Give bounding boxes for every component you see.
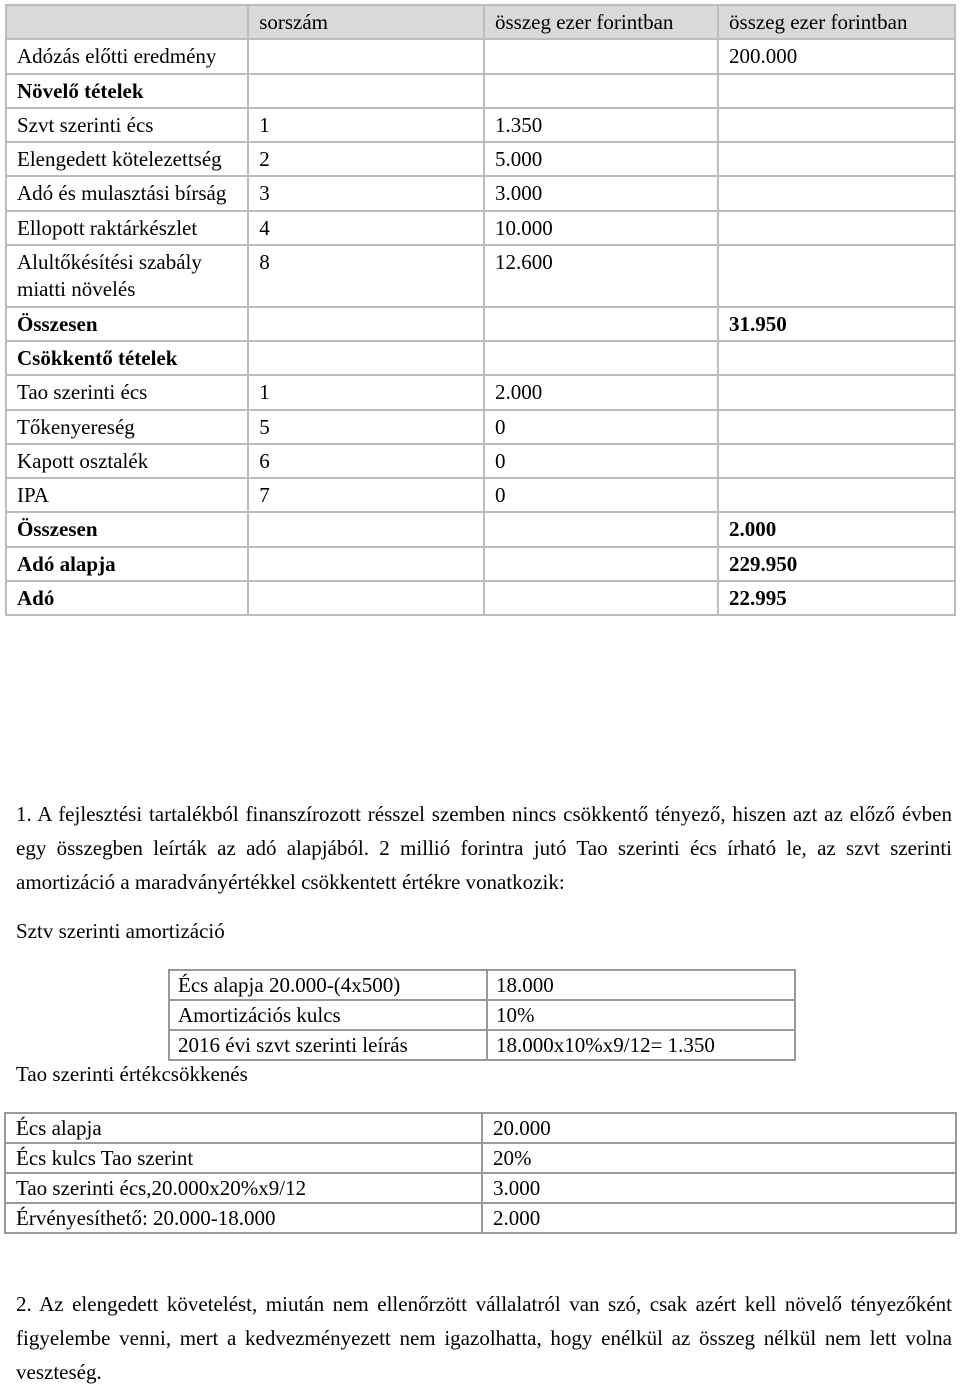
row-label: Érvényesíthető: 20.000-18.000 [5, 1203, 482, 1233]
row-label: Összesen [6, 512, 248, 546]
row-label: Adó alapja [6, 547, 248, 581]
row-label: Kapott osztalék [6, 444, 248, 478]
table-row [5, 1113, 956, 1143]
row-number: 6 [248, 444, 484, 478]
row-total [718, 375, 955, 409]
table-row [6, 375, 955, 409]
table-row [6, 142, 955, 176]
row-number [248, 547, 484, 581]
row-label: Tao szerinti écs [6, 375, 248, 409]
column-header: összeg ezer forintban [718, 5, 955, 39]
tax-base-table [5, 4, 956, 616]
row-label: Amortizációs kulcs [169, 1000, 487, 1030]
row-value: 20% [482, 1143, 956, 1173]
row-total [718, 478, 955, 512]
table-row [6, 410, 955, 444]
table-row [169, 1000, 795, 1030]
row-amount: 10.000 [484, 211, 718, 245]
row-number: 5 [248, 410, 484, 444]
table-row [6, 581, 955, 615]
row-label: Alultőkésítési szabály miatti növelés [6, 245, 248, 307]
row-number: 7 [248, 478, 484, 512]
row-total: 2.000 [718, 512, 955, 546]
row-amount: 0 [484, 444, 718, 478]
row-label: Adózás előtti eredmény [6, 39, 248, 73]
row-value: 20.000 [482, 1113, 956, 1143]
row-number [248, 512, 484, 546]
tao-depreciation-table [4, 1112, 957, 1234]
row-number: 2 [248, 142, 484, 176]
row-label: Csökkentő tételek [6, 341, 248, 375]
row-number: 4 [248, 211, 484, 245]
row-number: 1 [248, 375, 484, 409]
row-amount [484, 512, 718, 546]
column-header: sorszám [248, 5, 484, 39]
row-total: 200.000 [718, 39, 955, 73]
sztv-amortization-table [168, 969, 796, 1061]
row-label: Növelő tételek [6, 74, 248, 108]
row-total [718, 444, 955, 478]
table-row [6, 478, 955, 512]
row-value: 18.000 [487, 970, 795, 1000]
row-value: 10% [487, 1000, 795, 1030]
row-label: Écs alapja 20.000-(4x500) [169, 970, 487, 1000]
row-total [718, 245, 955, 307]
row-total [718, 74, 955, 108]
table-row [5, 1143, 956, 1173]
row-amount [484, 74, 718, 108]
row-amount: 2.000 [484, 375, 718, 409]
row-label: Adó és mulasztási bírság [6, 176, 248, 210]
row-number [248, 39, 484, 73]
sztv-amortization-label: Sztv szerinti amortizáció [16, 919, 225, 943]
row-number: 3 [248, 176, 484, 210]
paragraph-2: 2. Az elengedett követelést, miután nem ellenőrzött vállalatról van szó, csak azért kell növelő tényezőként figyelembe venni, mert a kedvezményezett nem igazolhatta, hogy enélkül az összeg nélkül nem lett volna veszteség. [16, 1292, 952, 1384]
row-label: Tőkenyereség [6, 410, 248, 444]
table-row [6, 444, 955, 478]
row-amount [484, 547, 718, 581]
table-row [6, 307, 955, 341]
row-label: Elengedett kötelezettség [6, 142, 248, 176]
table-row [6, 74, 955, 108]
row-number [248, 581, 484, 615]
row-amount: 0 [484, 478, 718, 512]
table-row [6, 512, 955, 546]
table-row [6, 211, 955, 245]
row-number [248, 74, 484, 108]
row-amount: 0 [484, 410, 718, 444]
row-amount: 12.600 [484, 245, 718, 307]
table-row [6, 39, 955, 73]
table-row [169, 1030, 795, 1060]
row-value: 2.000 [482, 1203, 956, 1233]
paragraph-1: 1. A fejlesztési tartalékból finanszírozott résszel szemben nincs csökkentő tényező, hiszen azt az előző évben egy összegben leírták az adó alapjából. 2 millió forintra jutó Tao szerinti écs írható le, az szvt szerinti amortizáció a maradványértékkel csökkentett értékre vonatkozik: [16, 802, 952, 894]
row-total [718, 176, 955, 210]
column-header [6, 5, 248, 39]
row-amount [484, 307, 718, 341]
row-amount: 3.000 [484, 176, 718, 210]
tao-depreciation-label: Tao szerinti értékcsökkenés [16, 1062, 248, 1086]
table-header-row [6, 5, 955, 39]
row-amount [484, 341, 718, 375]
row-total [718, 341, 955, 375]
row-label: Adó [6, 581, 248, 615]
row-total: 31.950 [718, 307, 955, 341]
row-number [248, 307, 484, 341]
table-row [6, 341, 955, 375]
column-header: összeg ezer forintban [484, 5, 718, 39]
row-label: Szvt szerinti écs [6, 108, 248, 142]
table-row [5, 1203, 956, 1233]
row-total [718, 108, 955, 142]
row-label: Écs alapja [5, 1113, 482, 1143]
row-total [718, 410, 955, 444]
row-amount: 5.000 [484, 142, 718, 176]
row-label: Tao szerinti écs,20.000x20%x9/12 [5, 1173, 482, 1203]
row-number: 8 [248, 245, 484, 307]
row-total [718, 211, 955, 245]
table-row [6, 108, 955, 142]
row-label: IPA [6, 478, 248, 512]
row-label: Écs kulcs Tao szerint [5, 1143, 482, 1173]
row-total: 229.950 [718, 547, 955, 581]
table-row [169, 970, 795, 1000]
row-label: Összesen [6, 307, 248, 341]
row-number [248, 341, 484, 375]
table-row [6, 547, 955, 581]
row-amount [484, 39, 718, 73]
row-label: Ellopott raktárkészlet [6, 211, 248, 245]
row-amount [484, 581, 718, 615]
row-number: 1 [248, 108, 484, 142]
row-total: 22.995 [718, 581, 955, 615]
table-row [6, 245, 955, 307]
row-amount: 1.350 [484, 108, 718, 142]
row-total [718, 142, 955, 176]
row-label: 2016 évi szvt szerinti leírás [169, 1030, 487, 1060]
row-value: 3.000 [482, 1173, 956, 1203]
table-row [6, 176, 955, 210]
row-value: 18.000x10%x9/12= 1.350 [487, 1030, 795, 1060]
table-row [5, 1173, 956, 1203]
